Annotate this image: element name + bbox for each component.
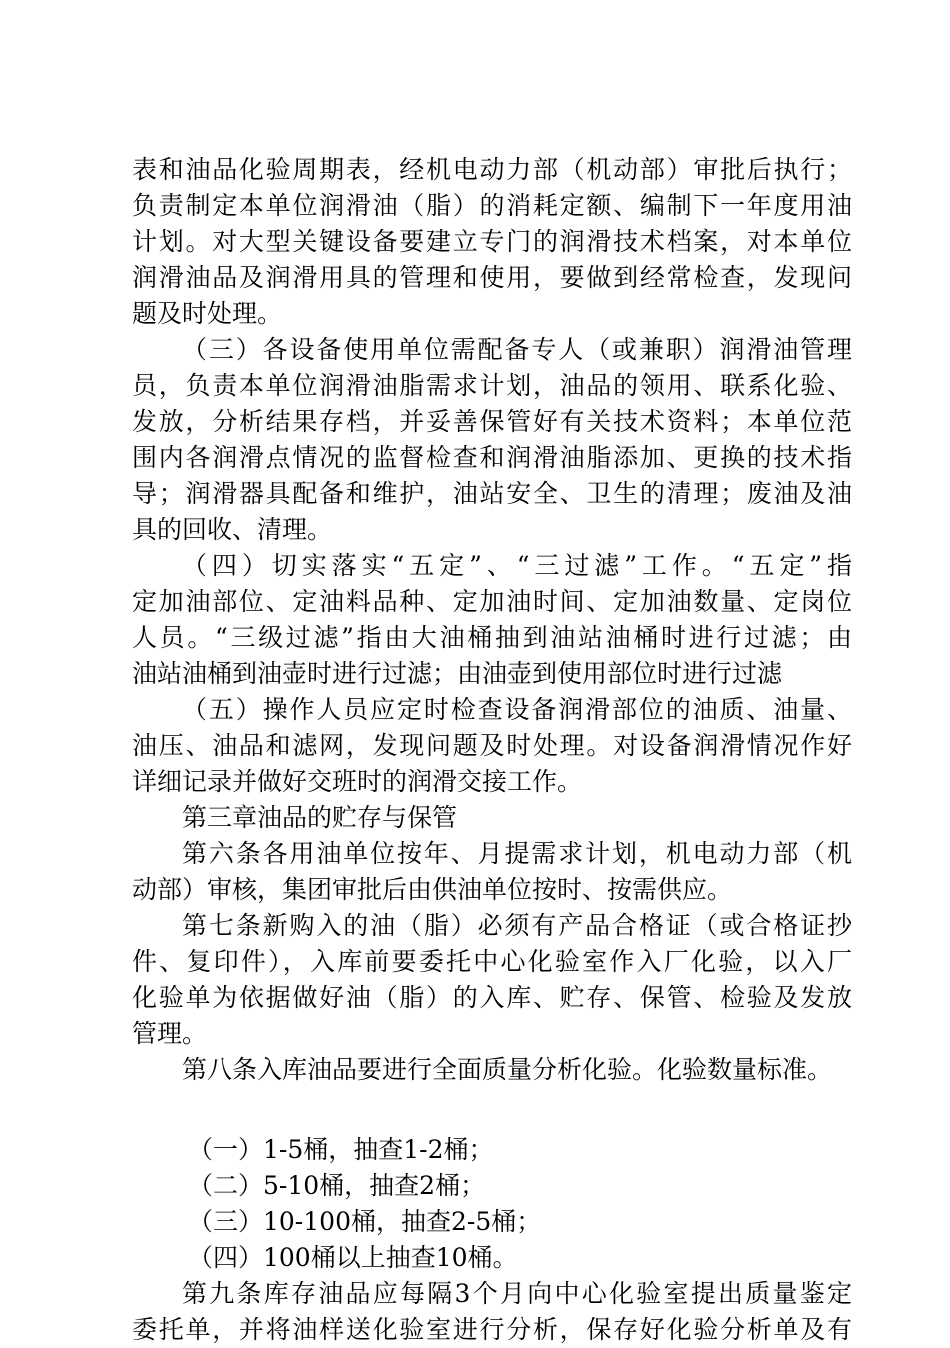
paragraph-4 — [132, 692, 852, 800]
text-line: （四）切实落实“五定”、“三过滤”工作。“五定”指 — [182, 551, 852, 580]
list-item: （三）10-100桶，抽查2-5桶； — [188, 1207, 542, 1236]
text-line: 表和油品化验周期表，经机电动力部（机动部）审批后执行； — [132, 155, 852, 184]
text-line: 详细记录并做好交班时的润滑交接工作。 — [132, 767, 583, 796]
text-line: 油压、油品和滤网，发现问题及时处理。对设备润滑情况作好 — [132, 731, 852, 760]
list-item: （一）1-5桶，抽查1-2桶； — [188, 1135, 494, 1164]
text-line: 具的回收、清理。 — [132, 515, 333, 544]
article-7 — [132, 908, 852, 1052]
list-item: （二）5-10桶，抽查2桶； — [188, 1171, 486, 1200]
text-line: 定加油部位、定油料品种、定加油时间、定加油数量、定岗位 — [132, 587, 852, 616]
section-heading: 第三章油品的贮存与保管 — [182, 803, 458, 832]
text-line: 第六条各用油单位按年、月提需求计划，机电动力部（机 — [182, 839, 852, 868]
blank-gap — [132, 1088, 852, 1132]
text-line: （三）各设备使用单位需配备专人（或兼职）润滑油管理 — [182, 335, 852, 364]
text-line: 件、复印件），入库前要委托中心化验室作入厂化验，以入厂 — [132, 947, 852, 976]
text-line: 员，负责本单位润滑油脂需求计划，油品的领用、联系化验、 — [132, 371, 852, 400]
text-line: （五）操作人员应定时检查设备润滑部位的油质、油量、 — [182, 695, 852, 724]
text-line: 发放，分析结果存档，并妥善保管好有关技术资料；本单位范 — [132, 407, 852, 436]
text-line: 润滑油品及润滑用具的管理和使用，要做到经常检查，发现问 — [132, 263, 852, 292]
article-6 — [132, 836, 852, 908]
text-line: 管理。 — [132, 1019, 208, 1048]
text-line: 动部）审核，集团审批后由供油单位按时、按需供应。 — [132, 875, 733, 904]
text-line: 导；润滑器具配备和维护，油站安全、卫生的清理；废油及油 — [132, 479, 852, 508]
text-line: 第八条入库油品要进行全面质量分析化验。化验数量标准。 — [182, 1055, 833, 1084]
text-line: 题及时处理。 — [132, 299, 283, 328]
article-9 — [132, 1276, 852, 1348]
paragraph-3 — [132, 548, 852, 692]
paragraph-2 — [132, 332, 852, 548]
document-body — [132, 152, 852, 1348]
text-line: 人员。“三级过滤”指由大油桶抽到油站油桶时进行过滤；由 — [132, 623, 852, 652]
sampling-list — [132, 1132, 852, 1276]
chapter-heading — [132, 800, 852, 836]
text-line: 计划。对大型关键设备要建立专门的润滑技术档案，对本单位 — [132, 227, 852, 256]
text-line: 化验单为依据做好油（脂）的入库、贮存、保管、检验及发放 — [132, 983, 852, 1012]
list-item: （四）100桶以上抽查10桶。 — [188, 1243, 518, 1272]
text-line: 负责制定本单位润滑油（脂）的消耗定额、编制下一年度用油 — [132, 191, 852, 220]
article-8 — [132, 1052, 852, 1088]
text-line: 围内各润滑点情况的监督检查和润滑油脂添加、更换的技术指 — [132, 443, 852, 472]
text-line: 油站油桶到油壶时进行过滤；由油壶到使用部位时进行过滤 — [132, 659, 783, 688]
text-line: 第九条库存油品应每隔3个月向中心化验室提出质量鉴定 — [182, 1279, 852, 1308]
text-line: 委托单，并将油样送化验室进行分析，保存好化验分析单及有 — [132, 1315, 852, 1344]
text-line: 第七条新购入的油（脂）必须有产品合格证（或合格证抄 — [182, 911, 852, 940]
paragraph-1 — [132, 152, 852, 332]
